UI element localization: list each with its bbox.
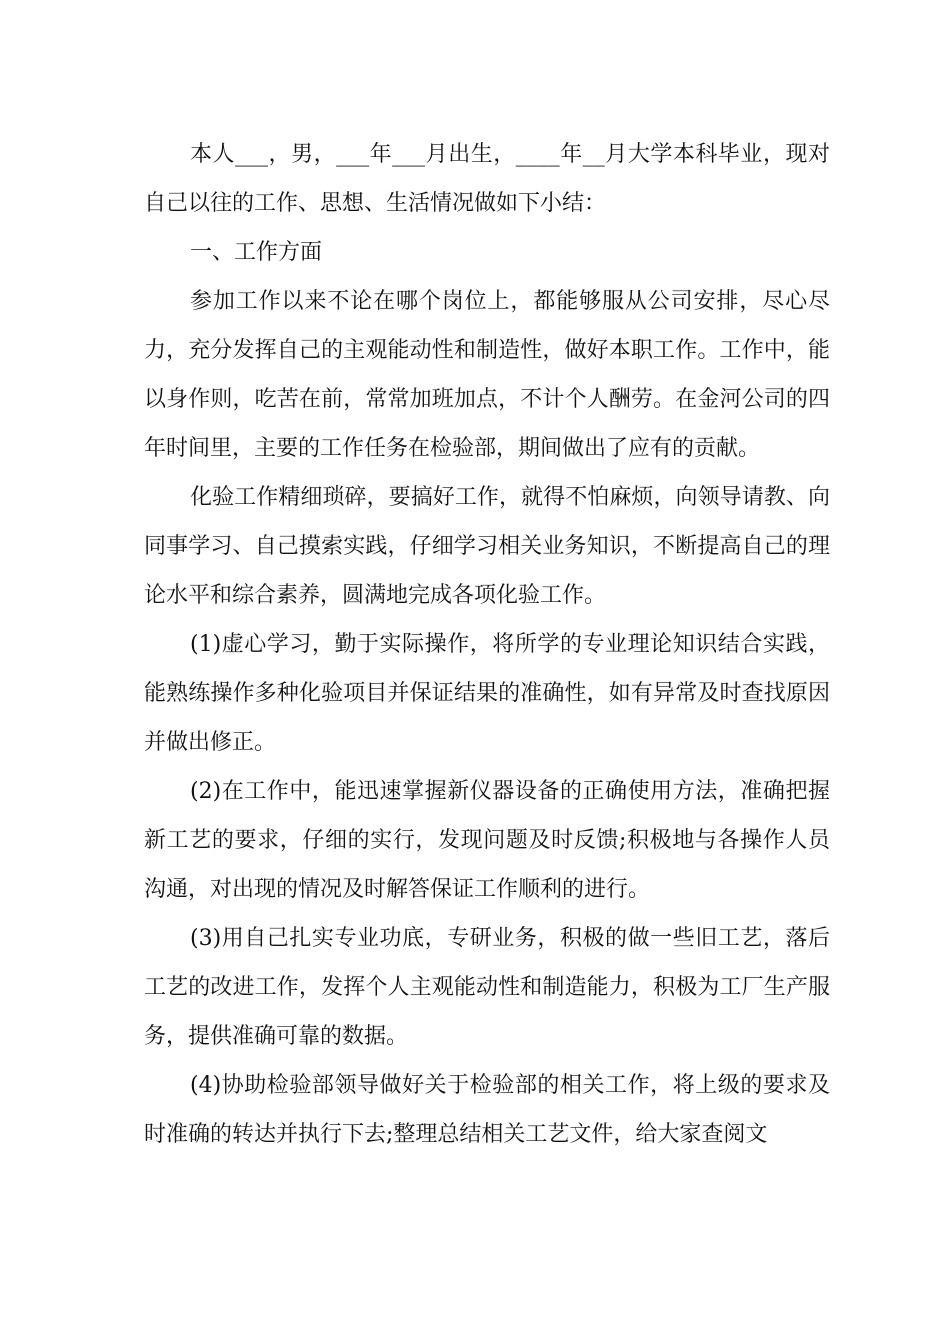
lab-work-paragraph: 化验工作精细琐碎，要搞好工作，就得不怕麻烦，向领导请教、向同事学习、自己摸索实践，仔细学习相关业务知识，不断提高自己的理论水平和综合素养，圆满地完成各项化验工作。 bbox=[144, 485, 830, 608]
intro-paragraph: 本人___，男，___年___月出生，____年__月大学本科毕业，现对自己以往的工作、思想、生活情况做如下小结： bbox=[144, 142, 830, 216]
document-body bbox=[144, 130, 830, 1159]
item-4-paragraph: (4)协助检验部领导做好关于检验部的相关工作，将上级的要求及时准确的转达并执行下去;整理总结相关工艺文件，给大家查阅文 bbox=[144, 1073, 830, 1147]
item-3-paragraph: (3)用自己扎实专业功底，专研业务，积极的做一些旧工艺，落后工艺的改进工作，发挥个人主观能动性和制造能力，积极为工厂生产服务，提供准确可靠的数据。 bbox=[144, 926, 830, 1049]
work-overview-paragraph: 参加工作以来不论在哪个岗位上，都能够服从公司安排，尽心尽力，充分发挥自己的主观能动性和制造性，做好本职工作。工作中，能以身作则，吃苦在前，常常加班加点，不计个人酬劳。在金河公司的四年时间里，主要的工作任务在检验部，期间做出了应有的贡献。 bbox=[144, 289, 830, 461]
section-heading-work: 一、工作方面 bbox=[190, 240, 323, 265]
item-1-paragraph: (1)虚心学习，勤于实际操作，将所学的专业理论知识结合实践，能熟练操作多种化验项目并保证结果的准确性，如有异常及时查找原因并做出修正。 bbox=[144, 632, 830, 755]
item-2-paragraph: (2)在工作中，能迅速掌握新仪器设备的正确使用方法，准确把握新工艺的要求，仔细的实行，发现问题及时反馈;积极地与各操作人员沟通，对出现的情况及时解答保证工作顺利的进行。 bbox=[144, 779, 830, 902]
